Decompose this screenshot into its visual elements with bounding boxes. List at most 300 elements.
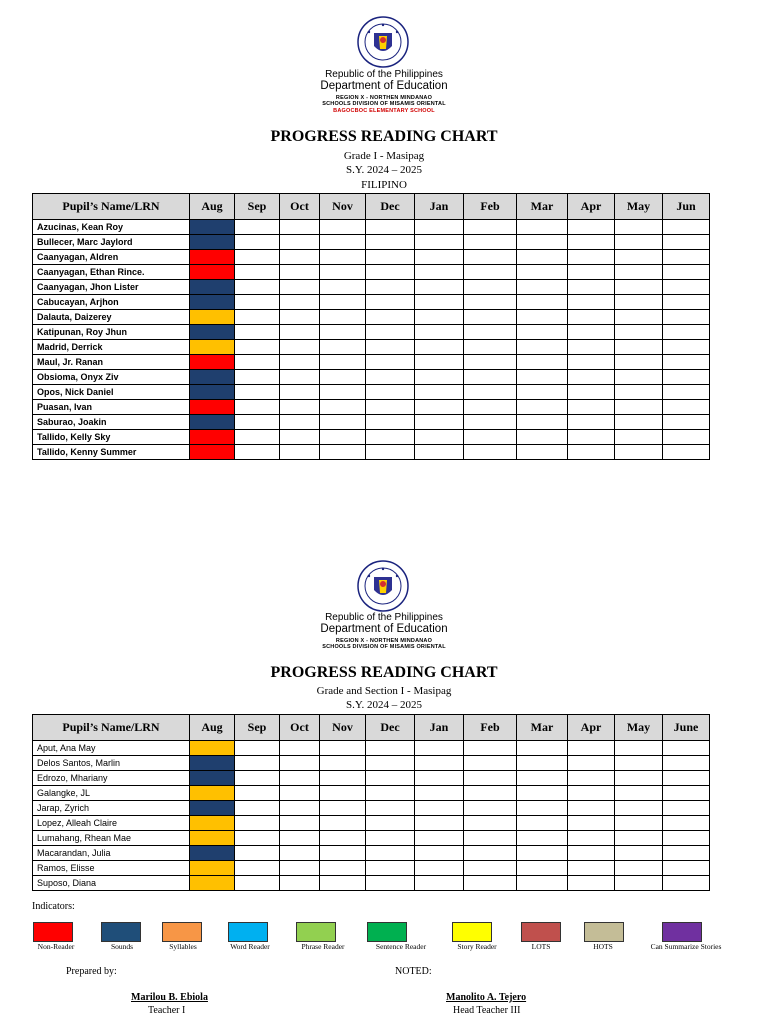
reading-level-cell <box>615 400 663 415</box>
reading-level-cell <box>415 861 464 876</box>
reading-level-cell-aug <box>190 340 235 355</box>
indicator-swatch <box>162 922 202 942</box>
reading-level-cell <box>366 415 415 430</box>
reading-level-cell <box>280 786 320 801</box>
reading-level-cell <box>235 325 280 340</box>
reading-level-cell <box>320 265 366 280</box>
reading-level-cell <box>568 445 615 460</box>
reading-level-cell <box>615 340 663 355</box>
reading-level-cell <box>663 340 710 355</box>
reading-level-cell <box>615 295 663 310</box>
reading-level-cell <box>280 876 320 891</box>
reading-level-cell <box>280 220 320 235</box>
reading-level-cell <box>615 265 663 280</box>
reading-level-cell <box>366 220 415 235</box>
column-header-nov: Nov <box>320 194 366 220</box>
pupil-name: Delos Santos, Marlin <box>33 756 190 771</box>
reading-level-cell <box>615 370 663 385</box>
division-text: SCHOOLS DIVISION OF MISAMIS ORIENTAL <box>322 101 446 107</box>
reading-level-cell <box>366 295 415 310</box>
reading-level-cell <box>517 355 568 370</box>
reading-level-cell <box>464 265 517 280</box>
pupil-name: Opos, Nick Daniel <box>33 385 190 400</box>
indicator-swatch <box>228 922 268 942</box>
pupil-name: Dalauta, Daizerey <box>33 310 190 325</box>
reading-level-cell <box>568 771 615 786</box>
indicator-label: Can Summarize Stories <box>650 942 722 951</box>
reading-level-cell <box>415 415 464 430</box>
reading-level-cell <box>517 771 568 786</box>
republic-text: Republic of the Philippines <box>325 612 443 623</box>
reading-level-cell <box>280 756 320 771</box>
reading-level-cell <box>280 415 320 430</box>
reading-level-cell <box>517 831 568 846</box>
reading-level-cell <box>517 295 568 310</box>
indicators-label: Indicators: <box>32 901 75 912</box>
reading-level-cell <box>615 756 663 771</box>
reading-level-cell <box>415 445 464 460</box>
reading-level-cell <box>366 310 415 325</box>
reading-level-cell <box>415 385 464 400</box>
reading-level-cell <box>320 741 366 756</box>
reading-level-cell <box>663 370 710 385</box>
reading-level-cell <box>235 250 280 265</box>
reading-level-cell <box>615 280 663 295</box>
reading-level-cell <box>235 415 280 430</box>
deped-seal-logo <box>357 560 409 612</box>
column-header-apr: Apr <box>568 715 615 741</box>
reading-level-cell <box>320 310 366 325</box>
reading-level-cell <box>568 295 615 310</box>
reading-level-cell <box>235 295 280 310</box>
reading-level-cell <box>280 801 320 816</box>
reading-level-cell <box>415 846 464 861</box>
reading-level-cell <box>366 385 415 400</box>
reading-level-cell <box>320 295 366 310</box>
reading-level-cell <box>415 340 464 355</box>
reading-level-cell <box>663 831 710 846</box>
reading-level-cell-aug <box>190 861 235 876</box>
reading-level-cell <box>235 756 280 771</box>
reading-level-cell <box>235 741 280 756</box>
indicator-label: Non-Reader <box>37 942 75 951</box>
reading-level-cell <box>235 771 280 786</box>
reading-level-cell <box>320 816 366 831</box>
reading-level-cell-aug <box>190 445 235 460</box>
table-row <box>33 250 710 265</box>
reading-level-cell <box>568 325 615 340</box>
reading-level-cell <box>517 370 568 385</box>
reading-level-cell <box>464 846 517 861</box>
reading-level-cell <box>320 370 366 385</box>
column-header-dec: Dec <box>366 194 415 220</box>
reading-level-cell <box>464 876 517 891</box>
reading-level-cell <box>366 250 415 265</box>
reading-level-cell <box>464 400 517 415</box>
indicator-swatch <box>662 922 702 942</box>
reading-level-cell <box>280 325 320 340</box>
reading-level-cell <box>615 235 663 250</box>
table-row <box>33 816 710 831</box>
reading-level-cell-aug <box>190 771 235 786</box>
reading-level-cell <box>568 265 615 280</box>
pupil-name: Suposo, Diana <box>33 876 190 891</box>
column-header-aug: Aug <box>190 715 235 741</box>
table-row <box>33 756 710 771</box>
reading-level-cell <box>366 846 415 861</box>
reading-level-cell <box>464 250 517 265</box>
pupil-name: Puasan, Ivan <box>33 400 190 415</box>
reading-level-cell <box>568 340 615 355</box>
indicator-label: Story Reader <box>457 942 497 951</box>
reading-level-cell <box>366 445 415 460</box>
reading-level-cell <box>663 861 710 876</box>
reading-level-cell <box>366 325 415 340</box>
reading-level-cell <box>517 235 568 250</box>
chart1-title: PROGRESS READING CHART <box>270 128 498 145</box>
reading-level-cell <box>320 250 366 265</box>
reading-level-cell <box>280 295 320 310</box>
chart1-grade: Grade I - Masipag <box>343 150 425 162</box>
reading-level-cell <box>464 756 517 771</box>
pupil-name: Obsioma, Onyx Ziv <box>33 370 190 385</box>
table-row <box>33 786 710 801</box>
reading-level-cell <box>320 801 366 816</box>
reading-level-cell <box>280 310 320 325</box>
reading-level-cell <box>280 250 320 265</box>
reading-level-cell <box>320 786 366 801</box>
indicator-label: HOTS <box>593 942 613 951</box>
column-header-feb: Feb <box>464 715 517 741</box>
reading-level-cell-aug <box>190 370 235 385</box>
reading-level-cell-aug <box>190 280 235 295</box>
reading-level-cell <box>615 831 663 846</box>
reading-level-cell-aug <box>190 415 235 430</box>
reading-level-cell <box>280 445 320 460</box>
reading-level-cell <box>615 355 663 370</box>
reading-level-cell <box>415 801 464 816</box>
column-header-aug: Aug <box>190 194 235 220</box>
column-header-name: Pupil’s Name/LRN <box>33 194 190 220</box>
reading-level-cell-aug <box>190 385 235 400</box>
reading-level-cell <box>615 250 663 265</box>
reading-level-cell <box>568 280 615 295</box>
column-header-mar: Mar <box>517 194 568 220</box>
reading-level-cell-aug <box>190 786 235 801</box>
reading-level-cell <box>615 771 663 786</box>
reading-level-cell <box>568 250 615 265</box>
reading-level-cell <box>615 786 663 801</box>
reading-level-cell <box>517 280 568 295</box>
reading-level-cell <box>615 325 663 340</box>
pupil-name: Caanyagan, Ethan Rince. <box>33 265 190 280</box>
column-header-apr: Apr <box>568 194 615 220</box>
prepared-by-label: Prepared by: <box>66 966 117 977</box>
column-header-may: May <box>615 194 663 220</box>
reading-level-cell <box>663 385 710 400</box>
indicator-swatch <box>521 922 561 942</box>
reading-level-cell <box>568 235 615 250</box>
reading-level-cell <box>366 430 415 445</box>
reading-level-cell-aug <box>190 816 235 831</box>
reading-level-cell <box>280 771 320 786</box>
pupil-name: Caanyagan, Aldren <box>33 250 190 265</box>
reading-level-cell <box>568 370 615 385</box>
reading-level-cell-aug <box>190 801 235 816</box>
reading-level-cell-aug <box>190 295 235 310</box>
reading-level-cell <box>568 310 615 325</box>
pupil-name: Cabucayan, Arjhon <box>33 295 190 310</box>
reading-level-cell <box>280 370 320 385</box>
reading-level-cell <box>415 816 464 831</box>
pupil-name: Edrozo, Mhariany <box>33 771 190 786</box>
reading-level-cell <box>415 786 464 801</box>
pupil-name: Caanyagan, Jhon Lister <box>33 280 190 295</box>
reading-level-cell <box>280 235 320 250</box>
reading-level-cell <box>235 816 280 831</box>
reading-level-cell <box>568 831 615 846</box>
pupil-name: Azucinas, Kean Roy <box>33 220 190 235</box>
reading-level-cell <box>568 846 615 861</box>
reading-level-cell <box>415 280 464 295</box>
reading-level-cell <box>464 295 517 310</box>
reading-level-cell <box>663 325 710 340</box>
reading-level-cell-aug <box>190 400 235 415</box>
reading-chart-table-1 <box>32 193 710 460</box>
reading-level-cell <box>568 415 615 430</box>
noted-title: Head Teacher III <box>453 1005 521 1016</box>
region-text: REGION X - NORTHEN MINDANAO <box>335 638 433 644</box>
table-row <box>33 846 710 861</box>
reading-level-cell <box>568 816 615 831</box>
column-header-dec: Dec <box>366 715 415 741</box>
reading-level-cell <box>568 786 615 801</box>
reading-level-cell <box>235 846 280 861</box>
chart2-grade: Grade and Section I - Masipag <box>316 685 452 697</box>
reading-level-cell <box>464 771 517 786</box>
department-text: Department of Education <box>320 623 448 635</box>
pupil-name: Bullecer, Marc Jaylord <box>33 235 190 250</box>
reading-level-cell <box>615 220 663 235</box>
reading-level-cell <box>320 756 366 771</box>
reading-level-cell <box>568 801 615 816</box>
reading-level-cell-aug <box>190 220 235 235</box>
reading-level-cell <box>615 816 663 831</box>
table-row <box>33 771 710 786</box>
column-header-name: Pupil’s Name/LRN <box>33 715 190 741</box>
pupil-name: Saburao, Joakin <box>33 415 190 430</box>
pupil-name: Tallido, Kelly Sky <box>33 430 190 445</box>
reading-level-cell <box>663 280 710 295</box>
reading-level-cell <box>235 280 280 295</box>
reading-level-cell <box>464 786 517 801</box>
reading-level-cell <box>568 385 615 400</box>
table-row <box>33 265 710 280</box>
reading-level-cell <box>415 831 464 846</box>
reading-level-cell <box>280 265 320 280</box>
reading-level-cell <box>320 280 366 295</box>
reading-level-cell <box>366 235 415 250</box>
table-row <box>33 861 710 876</box>
reading-level-cell <box>235 445 280 460</box>
reading-level-cell <box>415 430 464 445</box>
reading-level-cell <box>366 265 415 280</box>
column-header-may: May <box>615 715 663 741</box>
pupil-name: Jarap, Zyrich <box>33 801 190 816</box>
reading-level-cell <box>615 310 663 325</box>
reading-level-cell <box>464 816 517 831</box>
reading-level-cell <box>663 235 710 250</box>
reading-level-cell <box>464 385 517 400</box>
reading-level-cell <box>366 355 415 370</box>
reading-level-cell <box>517 445 568 460</box>
chart1-sy: S.Y. 2024 – 2025 <box>346 164 422 176</box>
reading-level-cell <box>366 280 415 295</box>
reading-level-cell <box>235 861 280 876</box>
reading-level-cell <box>235 430 280 445</box>
reading-level-cell <box>366 756 415 771</box>
reading-level-cell <box>663 786 710 801</box>
reading-level-cell <box>663 846 710 861</box>
reading-level-cell <box>320 235 366 250</box>
table-row <box>33 400 710 415</box>
reading-level-cell <box>320 355 366 370</box>
indicator-swatch <box>367 922 407 942</box>
reading-level-cell <box>517 816 568 831</box>
reading-level-cell-aug <box>190 355 235 370</box>
reading-level-cell <box>415 220 464 235</box>
reading-level-cell-aug <box>190 250 235 265</box>
table-row <box>33 370 710 385</box>
reading-level-cell <box>517 310 568 325</box>
reading-level-cell <box>517 756 568 771</box>
reading-level-cell <box>568 355 615 370</box>
reading-level-cell-aug <box>190 235 235 250</box>
reading-level-cell <box>366 370 415 385</box>
school-text: BAGOCBOC ELEMENTARY SCHOOL <box>333 108 435 114</box>
indicator-swatch <box>584 922 624 942</box>
column-header-oct: Oct <box>280 194 320 220</box>
reading-level-cell <box>663 265 710 280</box>
reading-level-cell <box>663 310 710 325</box>
reading-level-cell <box>517 220 568 235</box>
reading-level-cell-aug <box>190 831 235 846</box>
reading-level-cell <box>320 400 366 415</box>
reading-level-cell <box>464 220 517 235</box>
reading-level-cell <box>280 846 320 861</box>
indicator-label: LOTS <box>531 942 551 951</box>
reading-level-cell <box>366 831 415 846</box>
republic-text: Republic of the Philippines <box>325 69 443 80</box>
table-row <box>33 340 710 355</box>
reading-level-cell <box>235 400 280 415</box>
reading-level-cell <box>415 756 464 771</box>
table-row <box>33 445 710 460</box>
reading-level-cell <box>615 385 663 400</box>
reading-level-cell <box>615 430 663 445</box>
reading-level-cell <box>366 340 415 355</box>
table-row <box>33 235 710 250</box>
reading-level-cell <box>517 786 568 801</box>
reading-level-cell <box>235 876 280 891</box>
reading-level-cell <box>415 400 464 415</box>
reading-level-cell-aug <box>190 756 235 771</box>
reading-level-cell <box>517 741 568 756</box>
reading-level-cell <box>568 400 615 415</box>
noted-name: Manolito A. Tejero <box>446 992 527 1003</box>
reading-level-cell <box>280 430 320 445</box>
reading-level-cell-aug <box>190 741 235 756</box>
column-header-oct: Oct <box>280 715 320 741</box>
reading-level-cell <box>320 876 366 891</box>
reading-level-cell <box>366 816 415 831</box>
chart1-subject: FILIPINO <box>361 179 407 191</box>
pupil-name: Maul, Jr. Ranan <box>33 355 190 370</box>
pupil-name: Aput, Ana May <box>33 741 190 756</box>
reading-level-cell <box>415 295 464 310</box>
reading-level-cell-aug <box>190 846 235 861</box>
reading-level-cell <box>663 220 710 235</box>
reading-level-cell <box>320 415 366 430</box>
reading-level-cell <box>615 876 663 891</box>
reading-level-cell <box>280 400 320 415</box>
reading-level-cell <box>280 831 320 846</box>
reading-level-cell <box>464 861 517 876</box>
division-text: SCHOOLS DIVISION OF MISAMIS ORIENTAL <box>322 644 446 650</box>
noted-label: NOTED: <box>395 966 432 977</box>
reading-level-cell <box>568 220 615 235</box>
reading-level-cell-aug <box>190 325 235 340</box>
reading-level-cell <box>464 355 517 370</box>
reading-level-cell <box>663 756 710 771</box>
reading-level-cell <box>415 265 464 280</box>
reading-level-cell <box>517 325 568 340</box>
reading-level-cell <box>235 310 280 325</box>
reading-level-cell <box>663 430 710 445</box>
reading-level-cell <box>464 430 517 445</box>
reading-level-cell <box>235 340 280 355</box>
reading-level-cell <box>517 861 568 876</box>
table-row <box>33 295 710 310</box>
column-header-sep: Sep <box>235 194 280 220</box>
reading-level-cell-aug <box>190 265 235 280</box>
reading-level-cell <box>366 741 415 756</box>
reading-level-cell <box>464 235 517 250</box>
reading-level-cell <box>280 861 320 876</box>
reading-level-cell <box>415 250 464 265</box>
chart2-title: PROGRESS READING CHART <box>270 664 498 681</box>
reading-level-cell <box>320 385 366 400</box>
reading-level-cell <box>464 325 517 340</box>
reading-level-cell <box>415 771 464 786</box>
reading-level-cell <box>517 876 568 891</box>
reading-level-cell <box>517 415 568 430</box>
reading-level-cell <box>663 876 710 891</box>
reading-level-cell <box>464 801 517 816</box>
table-row <box>33 741 710 756</box>
reading-level-cell <box>517 340 568 355</box>
column-header-jan: Jan <box>415 194 464 220</box>
reading-level-cell <box>568 876 615 891</box>
reading-level-cell <box>663 355 710 370</box>
prepared-by-name: Marilou B. Ebiola <box>131 992 208 1003</box>
reading-level-cell <box>464 280 517 295</box>
reading-level-cell <box>280 816 320 831</box>
reading-level-cell <box>615 801 663 816</box>
reading-level-cell <box>615 741 663 756</box>
reading-level-cell <box>415 741 464 756</box>
department-text: Department of Education <box>320 80 448 92</box>
